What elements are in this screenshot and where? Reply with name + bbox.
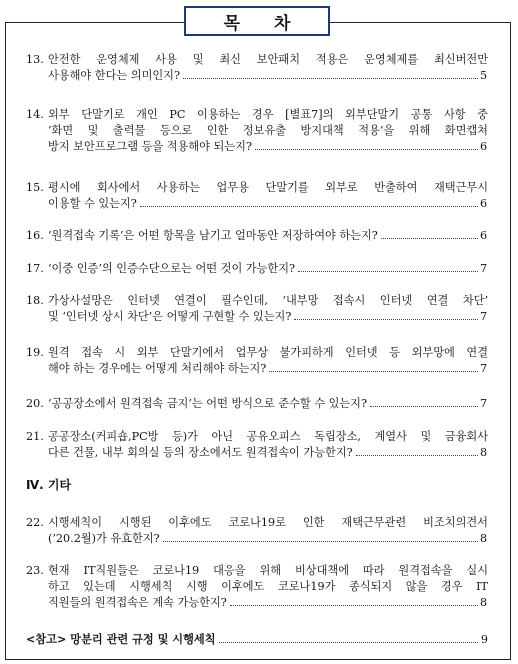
- entry-text-line: ‘공공장소에서 원격접속 금지’는 어떤 방식으로 준수할 수 있는지?: [48, 397, 367, 410]
- entry-number: 15.: [26, 181, 44, 194]
- entry-number: 18.: [26, 294, 44, 307]
- entry-page-number: 6: [480, 229, 488, 242]
- entry-number: 13.: [26, 53, 44, 66]
- entry-number: 21.: [26, 430, 44, 443]
- entry-text-line: 사용해야 한다는 의미인지?: [48, 69, 180, 82]
- dot-leader: [230, 605, 478, 606]
- entry-page-number: 8: [480, 532, 488, 545]
- entry-text-line: (’20.2월)가 유효한지?: [48, 532, 160, 545]
- entry-text-line: 해야 하는 경우에는 어떻게 처리해야 하는지?: [48, 362, 267, 375]
- dot-leader: [183, 78, 478, 79]
- dot-leader: [298, 271, 478, 272]
- toc-entry[interactable]: [26, 515, 488, 547]
- entry-page-number: 7: [480, 310, 488, 323]
- dot-leader: [294, 319, 478, 320]
- toc-entry[interactable]: [26, 180, 488, 212]
- entry-number: 23.: [26, 564, 44, 577]
- entry-number: 14.: [26, 108, 44, 121]
- entry-text-line: ‘원격접속 기록’은 어떤 항목을 남기고 얼마동안 저장하여야 하는지?: [48, 229, 378, 242]
- dot-leader: [370, 406, 478, 407]
- entry-number: 19.: [26, 346, 44, 359]
- entry-text-line: ‘이중 인증’의 인증수단으로는 어떤 것이 가능한지?: [48, 262, 296, 275]
- entry-page-number: 8: [480, 596, 488, 609]
- entry-page-number: 5: [480, 69, 488, 82]
- entry-text-line: 다른 건물, 내부 회의실 등의 장소에서도 원격접속이 가능한지?: [48, 446, 353, 459]
- entry-text-line: 및 ‘인터넷 상시 차단’은 어떻게 구현할 수 있는지?: [48, 310, 292, 323]
- dot-leader: [140, 206, 478, 207]
- toc-entry[interactable]: [26, 228, 488, 244]
- section-heading-iv: Ⅳ. 기타: [26, 478, 72, 492]
- toc-entry[interactable]: [26, 261, 488, 277]
- reference-label: <참고> 망분리 관련 규정 및 시행세칙: [26, 633, 216, 646]
- dot-leader: [356, 455, 478, 456]
- toc-entry[interactable]: [26, 396, 488, 412]
- entry-text-line: 방지 보안프로그램 등을 적용해야 되는지?: [48, 140, 252, 153]
- dot-leader: [269, 371, 478, 372]
- toc-entry[interactable]: [26, 345, 488, 377]
- entry-text-line: 공공장소(커피숍,PC방 등)가 아닌 공유오피스 독립장소, 계열사 및 금융회사: [48, 430, 488, 443]
- entry-text-line: ‘화면 및 출력물 등으로 인한 정보유출 방지대책 적용’을 위해 화면캡쳐: [48, 124, 488, 137]
- toc-entry[interactable]: [26, 52, 488, 84]
- toc-entry[interactable]: [26, 107, 488, 155]
- entry-text-line: 시행세칙이 시행된 이후에도 코로나19로 인한 재택근무관련 비조치의견서: [48, 516, 488, 529]
- toc-entry[interactable]: [26, 563, 488, 611]
- entry-text-line: 직원들의 원격접속은 계속 가능한지?: [48, 596, 227, 609]
- dot-leader: [163, 541, 478, 542]
- entry-text-line: 가상사설망은 인터넷 연결이 필수인데, ‘내부망 접속시 인터넷 연결 차단’: [48, 294, 488, 307]
- entry-text-line: 외부 단말기로 개인 PC 이용하는 경우 [별표7]의 외부단말기 공통 사항 중: [48, 108, 488, 121]
- toc-entry[interactable]: [26, 429, 488, 461]
- entry-number: 17.: [26, 262, 44, 275]
- entry-page-number: 6: [480, 140, 488, 153]
- dot-leader: [219, 642, 478, 643]
- entry-text-line: 현재 IT직원들은 코로나19 대응을 위해 비상대책에 따라 원격접속을 실시: [48, 564, 488, 577]
- entry-number: 16.: [26, 229, 44, 242]
- dot-leader: [381, 238, 478, 239]
- entry-page-number: 7: [480, 397, 488, 410]
- dot-leader: [255, 149, 478, 150]
- entry-text-line: 이용할 수 있는지?: [48, 197, 137, 210]
- entry-text-line: 원격 접속 시 외부 단말기에서 업무상 불가피하게 인터넷 등 외부망에 연결: [48, 346, 488, 359]
- entry-page-number: 7: [480, 362, 488, 375]
- entry-text-line: 안전한 운영체제 사용 및 최신 보안패치 적용은 운영체제를 최신버전만: [48, 53, 488, 66]
- entry-text-line: 하고 있는데 시행세칙 시행 이후에도 코로나19가 종식되지 않을 경우 IT: [48, 580, 488, 593]
- entry-page-number: 8: [480, 446, 488, 459]
- entry-number: 20.: [26, 397, 44, 410]
- toc-title: 목 차: [223, 13, 305, 34]
- entry-text-line: 평시에 회사에서 사용하는 업무용 단말기를 외부로 반출하여 재택근무시: [48, 181, 488, 194]
- entry-page-number: 7: [480, 262, 488, 275]
- toc-reference-entry[interactable]: [26, 632, 488, 648]
- reference-page-number: 9: [480, 633, 488, 646]
- entry-page-number: 6: [480, 197, 488, 210]
- toc-entry[interactable]: [26, 293, 488, 325]
- entry-number: 22.: [26, 516, 44, 529]
